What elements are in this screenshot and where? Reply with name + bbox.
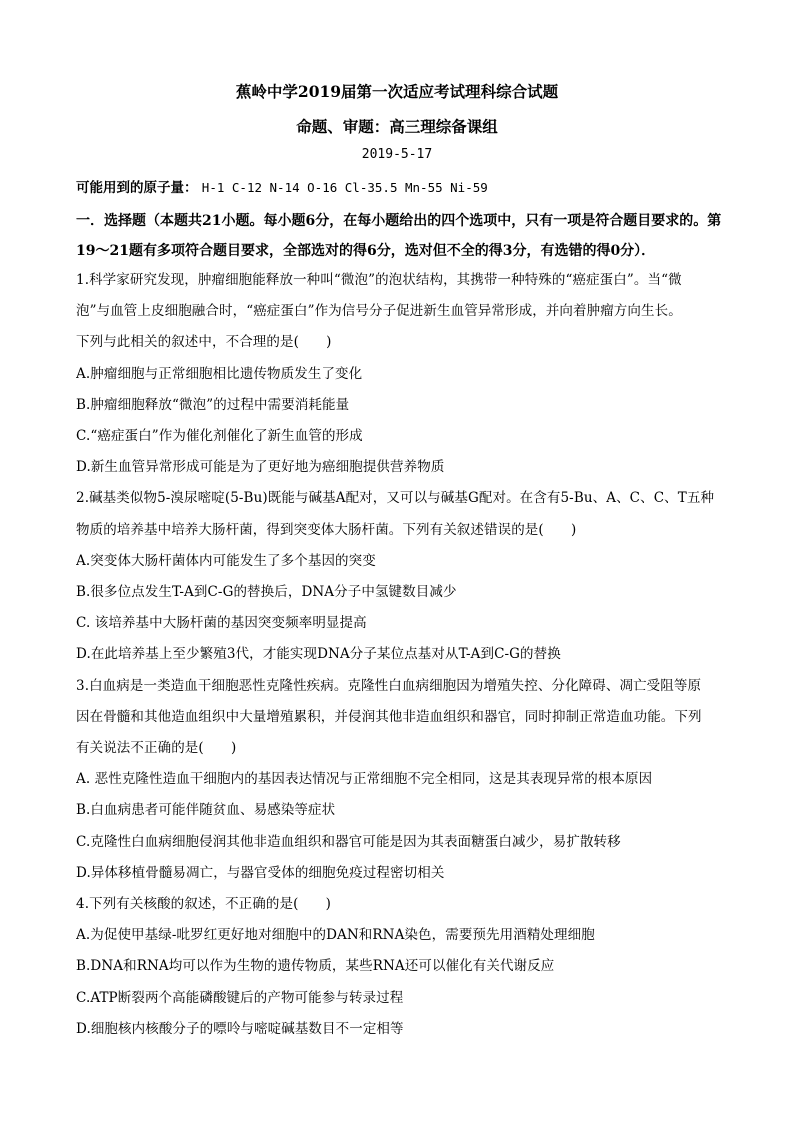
text-line: C.ATP断裂两个高能磷酸键后的产物可能参与转录过程 [76, 989, 404, 1006]
atomic-masses-label: 可能用到的原子量： [76, 180, 198, 196]
text-line: B.DNA和RNA均可以作为生物的遗传物质，某些RNA还可以催化有关代谢反应 [76, 958, 555, 975]
text-line: B.白血病患者可能伴随贫血、易感染等症状 [76, 802, 336, 819]
text-line: D.新生血管异常形成可能是为了更好地为癌细胞提供营养物质 [76, 459, 445, 476]
text-line: D.细胞核内核酸分子的嘌呤与嘧啶碱基数目不一定相等 [76, 1020, 404, 1037]
text-line: B.肿瘤细胞释放“微泡”的过程中需要消耗能量 [76, 396, 350, 413]
text-line: 下列与此相关的叙述中，不合理的是( ) [76, 334, 332, 351]
text-line: C. 该培养基中大肠杆菌的基因突变频率明显提高 [76, 615, 367, 632]
text-line: 1.科学家研究发现，肿瘤细胞能释放一种叫“微泡”的泡状结构，其携带一种特殊的“癌症蛋白”。当“微 [76, 272, 682, 288]
text-line: 有关说法不正确的是( ) [76, 740, 237, 756]
text-line: C.“癌症蛋白”作为催化剂催化了新生血管的形成 [76, 428, 363, 444]
text-line: 2.碱基类似物5-溴尿嘧啶(5-Bu)既能与碱基A配对，又可以与碱基G配对。在含有5-Bu、A、C、C、T五种 [76, 490, 715, 507]
atomic-masses-values: H-1 C-12 N-14 O-16 Cl-35.5 Mn-55 Ni-59 [201, 180, 488, 195]
text-line: 因在骨髓和其他造血组织中大量增殖累积，并侵润其他非造血组织和器官，同时抑制正常造血功能。下列 [76, 708, 702, 725]
atomic-masses [76, 176, 488, 196]
text-line: A.肿瘤细胞与正常细胞相比遗传物质发生了变化 [76, 365, 363, 382]
text-line: A.突变体大肠杆菌体内可能发生了多个基因的突变 [76, 552, 376, 569]
text-line: A.为促使甲基绿-吡罗红更好地对细胞中的DAN和RNA染色，需要预先用酒精处理细胞 [76, 927, 595, 944]
exam-title: 蕉岭中学2019届第一次适应考试理科综合试题 [235, 82, 559, 101]
text-line: D.异体移植骨髓易凋亡，与器官受体的细胞免疫过程密切相关 [76, 864, 445, 881]
exam-subtitle: 命题、审题：高三理综备课组 [296, 117, 498, 136]
text-line: C.克隆性白血病细胞侵润其他非造血组织和器官可能是因为其表面糖蛋白减少，易扩散转移 [76, 833, 621, 850]
section-instructions: 一．选择题（本题共21小题。每小题6分，在每小题给出的四个选项中，只有一项是符合题目要求的。第19～21题有多项符合题目要求，全部选对的得6分，选对但不全的得3分，有选错的得0分）． [76, 213, 722, 259]
text-line: 泡”与血管上皮细胞融合时，“癌症蛋白”作为信号分子促进新生血管异常形成，并向着肿瘤方向生长。 [76, 303, 682, 320]
text-line: D.在此培养基上至少繁殖3代，才能实现DNA分子某位点基对从T-A到C-G的替换 [76, 646, 561, 663]
exam-date: 2019-5-17 [361, 147, 433, 162]
text-line: 4.下列有关核酸的叙述，不正确的是( ) [76, 896, 332, 912]
text-line: B.很多位点发生T-A到C-G的替换后，DNA分子中氢键数目减少 [76, 584, 457, 600]
text-line: A. 恶性克隆性造血干细胞内的基因表达情况与正常细胞不完全相同，这是其表现异常的根本原因 [76, 771, 653, 788]
text-line: 物质的培养基中培养大肠杆菌，得到突变体大肠杆菌。下列有关叙述错误的是( ) [76, 521, 577, 538]
text-line: 3.白血病是一类造血干细胞恶性克隆性疾病。克隆性白血病细胞因为增殖失控、分化障碍、凋亡受阻等原 [76, 677, 702, 694]
